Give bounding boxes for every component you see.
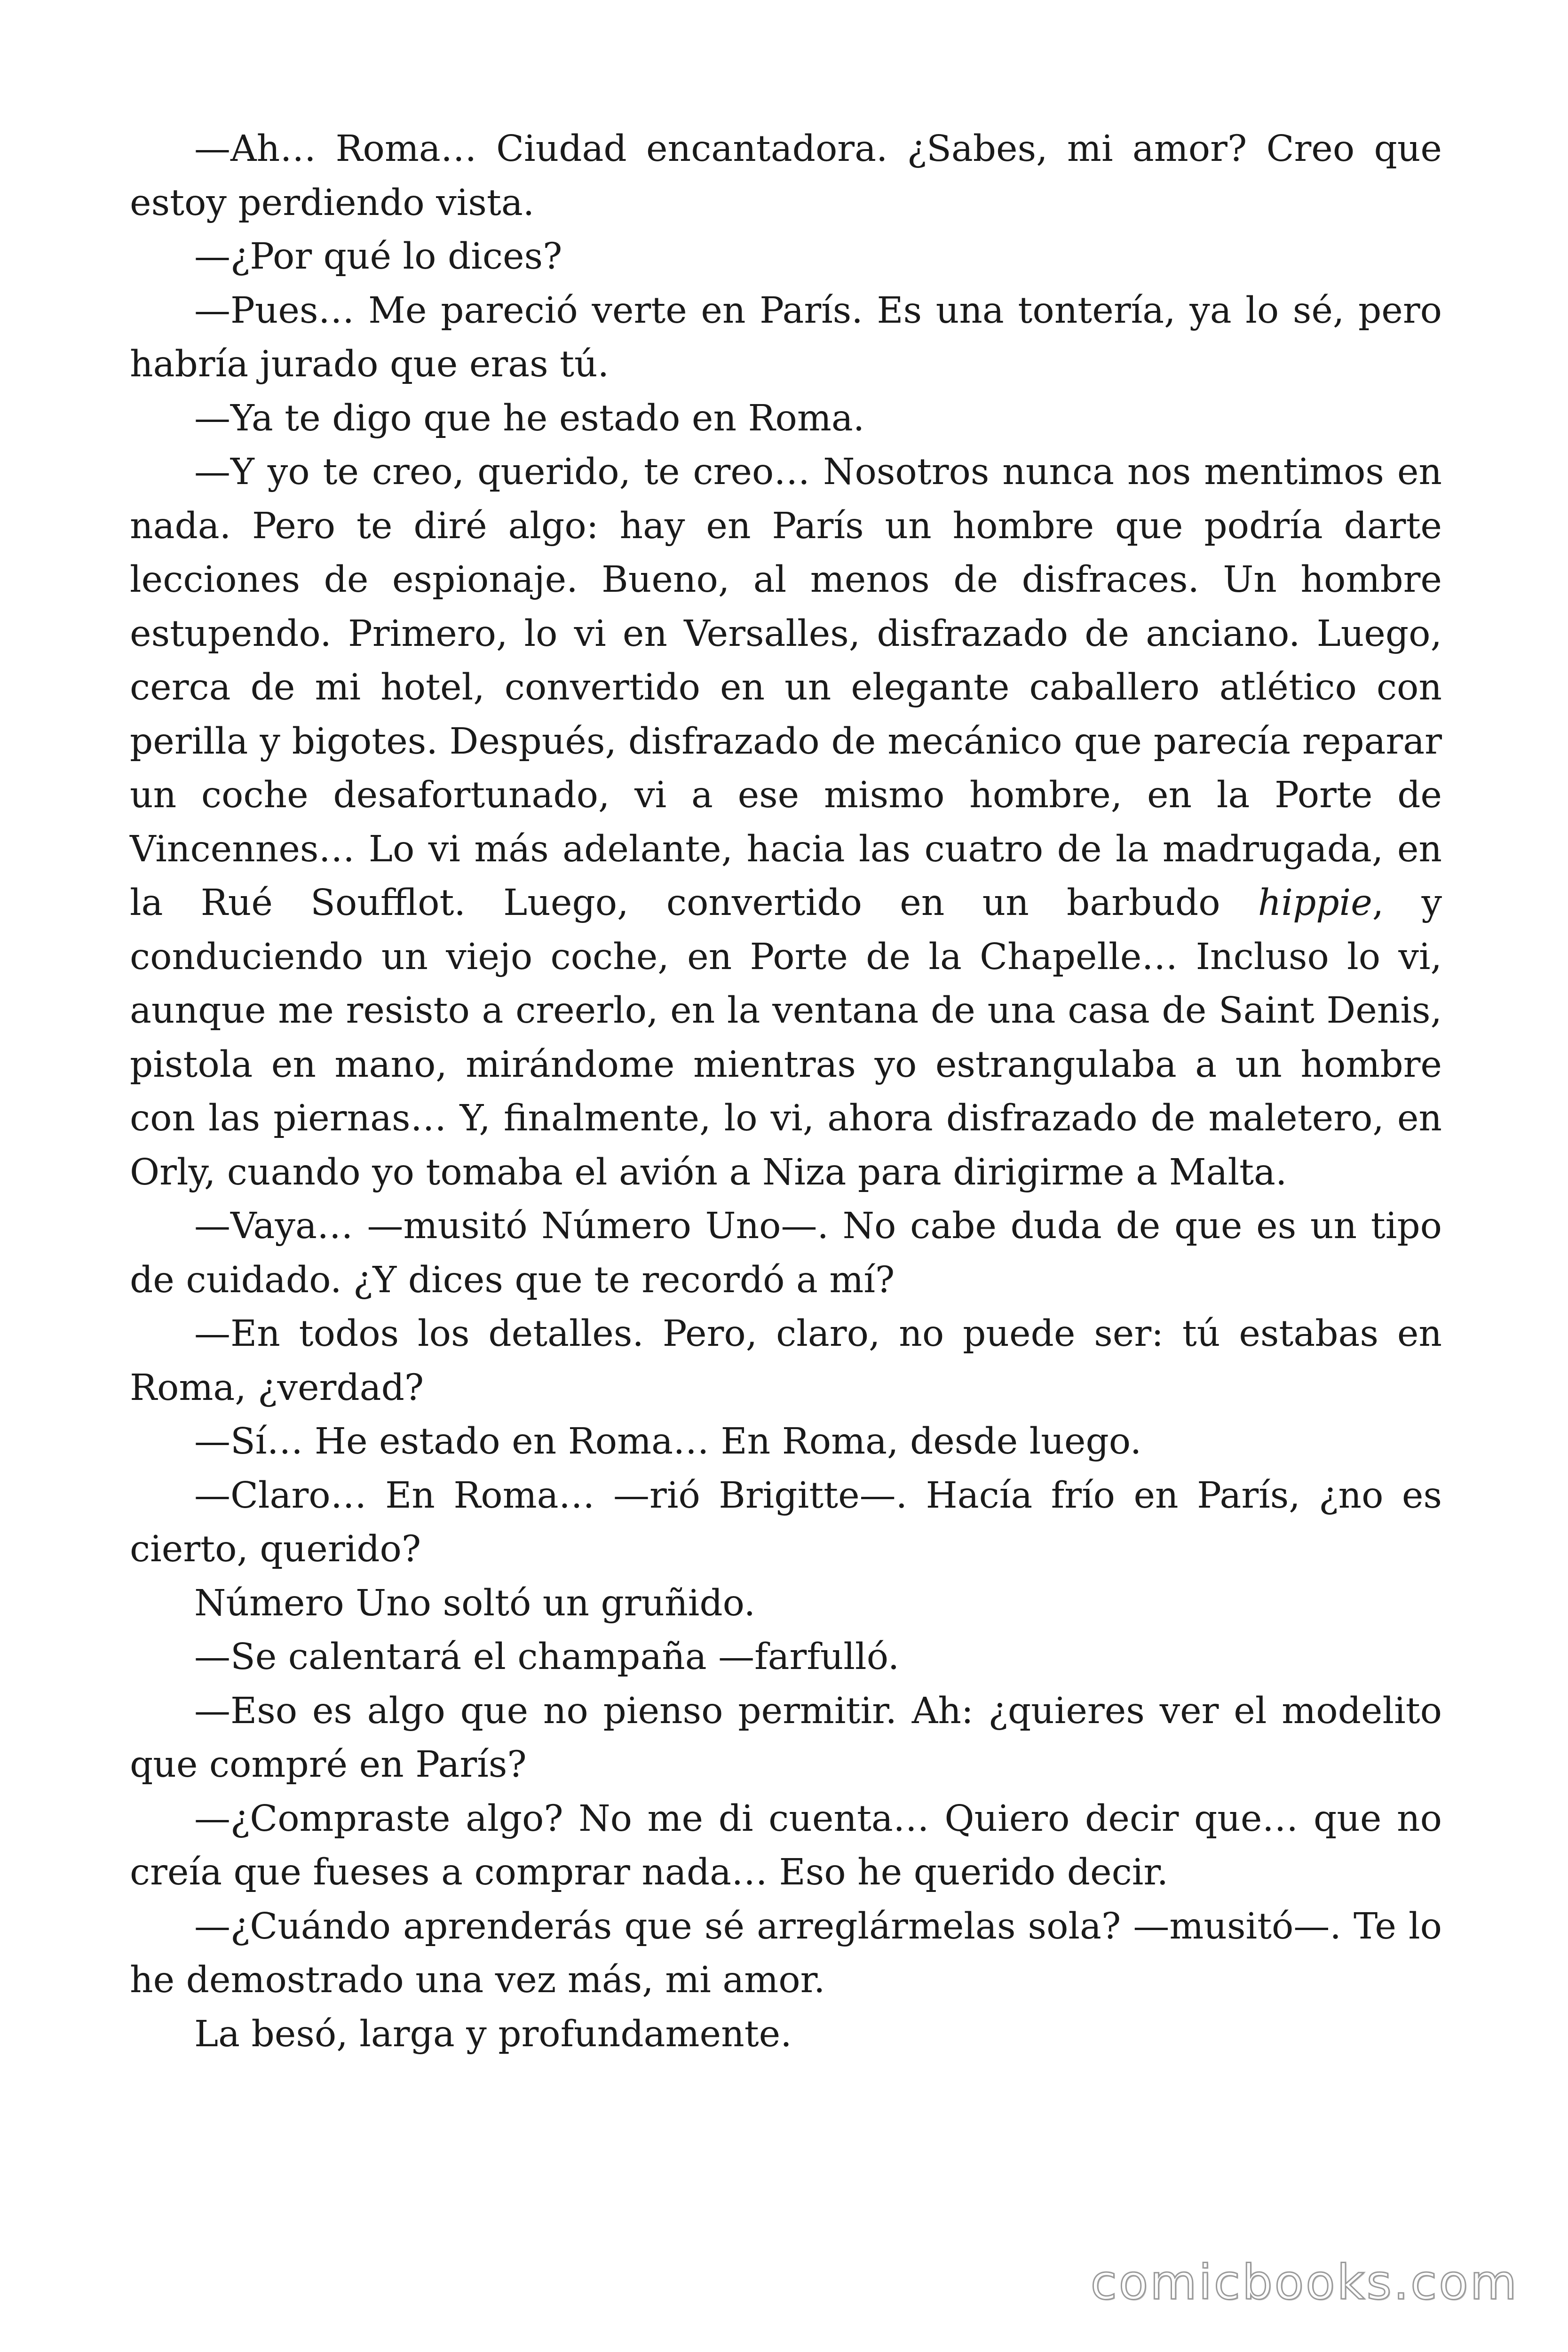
paragraph bbox=[130, 445, 1442, 1200]
paragraph: Número Uno soltó un gruñido. bbox=[194, 1582, 756, 1624]
paragraph: —Vaya… —musitó Número Uno—. No cabe duda de que es un tipo de cuidado. ¿Y dices que te recordó a mí? bbox=[130, 1205, 1442, 1301]
paragraph: —Eso es algo que no pienso permitir. Ah: ¿quieres ver el modelito que compré en París? bbox=[130, 1690, 1442, 1786]
paragraph: La besó, larga y profundamente. bbox=[194, 2013, 792, 2055]
paragraph: —Se calentará el champaña —farfulló. bbox=[194, 1636, 900, 1678]
paragraph: —¿Cuándo aprenderás que sé arreglármelas sola? —musitó—. Te lo he demostrado una vez más, mi amor. bbox=[130, 1905, 1442, 2001]
watermark: comicbooks.com bbox=[1090, 2255, 1519, 2311]
page-text bbox=[130, 122, 1442, 2061]
paragraph: —Ya te digo que he estado en Roma. bbox=[194, 397, 865, 439]
italic-word: hippie bbox=[1258, 882, 1372, 924]
paragraph: —Pues… Me pareció verte en París. Es una tontería, ya lo sé, pero habría jurado que eras tú. bbox=[130, 289, 1442, 385]
paragraph-text: —Y yo te creo, querido, te creo… Nosotros nunca nos mentimos en nada. Pero te diré algo: hay en París un hombre que podría darte lecciones de espionaje. Bueno, al menos de disfraces. Un hombre estupendo. Primero, lo vi en Versalles, disfrazado de anciano. Luego, cerca de mi hotel, convertido en un elegante caballero atlético con perilla y bigotes. Después, disfrazado de mecánico que parecía reparar un coche desafortunado, vi a ese mismo hombre, en la Porte de Vincennes… Lo vi más adelante, hacia las cuatro de la madrugada, en la Rué Soufflot. Luego, convertido en un barbudo bbox=[130, 451, 1442, 924]
paragraph: —Ah… Roma… Ciudad encantadora. ¿Sabes, mi amor? Creo que estoy perdiendo vista. bbox=[130, 128, 1442, 224]
paragraph: —Claro… En Roma… —rió Brigitte—. Hacía frío en París, ¿no es cierto, querido? bbox=[130, 1474, 1442, 1570]
paragraph: —En todos los detalles. Pero, claro, no puede ser: tú estabas en Roma, ¿verdad? bbox=[130, 1313, 1442, 1409]
paragraph: —¿Por qué lo dices? bbox=[194, 236, 562, 278]
paragraph: —Sí… He estado en Roma… En Roma, desde luego. bbox=[194, 1421, 1142, 1462]
paragraph-text: , y conduciendo un viejo coche, en Porte de la Chapelle… Incluso lo vi, aunque me resisto a creerlo, en la ventana de una casa de Saint Denis, pistola en mano, mirándome mientras yo estrangulaba a un hombre con las piernas… Y, finalmente, lo vi, ahora disfrazado de maletero, en Orly, cuando yo tomaba el avión a Niza para dirigirme a Malta. bbox=[130, 882, 1442, 1193]
paragraph: —¿Compraste algo? No me di cuenta… Quiero decir que… que no creía que fueses a comprar nada… Eso he querido decir. bbox=[130, 1797, 1442, 1893]
